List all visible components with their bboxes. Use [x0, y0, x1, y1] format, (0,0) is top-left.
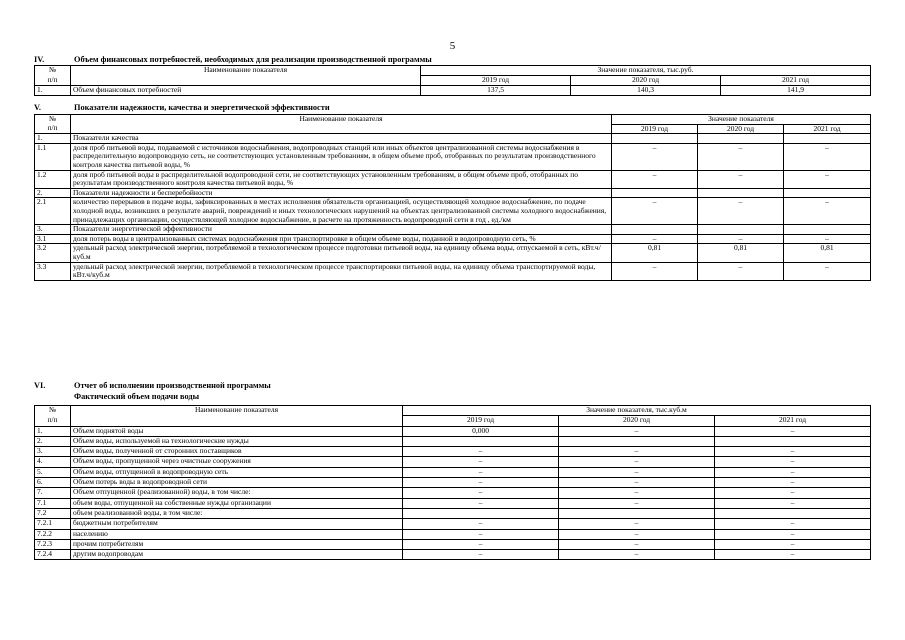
row-number: 7.2 [35, 508, 71, 518]
row-value [559, 436, 715, 446]
row-name: Показатели надежности и бесперебойности [71, 188, 612, 198]
row-value: – [559, 529, 715, 539]
row-value: – [612, 234, 698, 244]
row-number: 2. [35, 188, 71, 198]
row-value: – [403, 550, 559, 560]
row-value: – [715, 519, 871, 529]
row-value: – [612, 198, 698, 225]
row-value: – [403, 519, 559, 529]
header-name: Наименование показателя [71, 406, 403, 416]
table-row [35, 478, 871, 488]
table-row [35, 508, 871, 518]
row-value: 0,81 [698, 244, 784, 262]
table-row [35, 225, 871, 235]
row-number: 7.2.1 [35, 519, 71, 529]
row-value: – [403, 467, 559, 477]
header-no-1: № [35, 115, 71, 125]
section-6-subtitle: Фактический объем подачи воды [74, 392, 200, 401]
header-year: 2021 год [784, 124, 871, 134]
header-year: 2021 год [715, 416, 871, 426]
table-row [35, 498, 871, 508]
table-row [35, 539, 871, 549]
row-name: Объем воды, отпущенной в водопроводную сеть [71, 467, 403, 477]
header-value: Значение показателя, тыс.руб. [421, 66, 871, 76]
table-row [35, 143, 871, 170]
row-value: – [715, 498, 871, 508]
row-number: 2. [35, 436, 71, 446]
table-row [35, 86, 871, 96]
row-value: – [715, 457, 871, 467]
header-year: 2020 год [559, 416, 715, 426]
row-number: 1. [35, 134, 71, 144]
row-name: другим водопроводам [71, 550, 403, 560]
row-value: 0,81 [784, 244, 871, 262]
row-number: 1. [35, 86, 71, 96]
row-number: 7.2.3 [35, 539, 71, 549]
row-value: – [403, 539, 559, 549]
section-6-subheading [34, 392, 199, 402]
row-value: – [784, 198, 871, 225]
row-value [715, 508, 871, 518]
header-year: 2019 год [421, 76, 571, 86]
row-value: – [715, 539, 871, 549]
header-no-2: п/п [35, 416, 71, 426]
table-row [35, 447, 871, 457]
row-name: Объем отпущенной (реализованной) воды, в том числе: [71, 488, 403, 498]
section-4-heading [34, 55, 432, 65]
row-value: – [559, 478, 715, 488]
section-4-number: IV. [34, 55, 45, 64]
header-year: 2019 год [612, 124, 698, 134]
row-value [612, 225, 698, 235]
row-number: 3.2 [35, 244, 71, 262]
row-number: 1. [35, 426, 71, 436]
row-value [784, 188, 871, 198]
row-name: Объем воды, используемой на технологические нужды [71, 436, 403, 446]
row-value: 0,000 [403, 426, 559, 436]
table-row [35, 170, 871, 188]
financial-needs-table [34, 65, 871, 96]
row-value: – [559, 467, 715, 477]
table-row [35, 457, 871, 467]
row-value: – [698, 262, 784, 280]
row-value: – [715, 478, 871, 488]
row-value: 0,81 [612, 244, 698, 262]
header-year: 2021 год [721, 76, 871, 86]
table-row [35, 467, 871, 477]
section-6-number: VI. [34, 381, 46, 390]
row-name: объем воды, отпущенной на собственные нужды организации [71, 498, 403, 508]
row-number: 7.1 [35, 498, 71, 508]
row-number: 6. [35, 478, 71, 488]
row-name: Объем финансовых потребностей [71, 86, 421, 96]
header-year: 2020 год [571, 76, 721, 86]
header-name-cont [71, 124, 612, 134]
header-no-2: п/п [35, 76, 71, 86]
table-row [35, 198, 871, 225]
row-value [784, 134, 871, 144]
header-no-1: № [35, 66, 71, 76]
row-value: – [403, 447, 559, 457]
row-value: – [698, 198, 784, 225]
row-value: – [559, 457, 715, 467]
table-row [35, 550, 871, 560]
header-name: Наименование показателя [71, 66, 421, 76]
row-value: – [403, 488, 559, 498]
row-number: 2.1 [35, 198, 71, 225]
row-value: – [559, 426, 715, 436]
header-no-2: п/п [35, 124, 71, 134]
row-value: – [784, 143, 871, 170]
row-name: бюджетным потребителям [71, 519, 403, 529]
row-value: – [715, 488, 871, 498]
table-row [35, 426, 871, 436]
row-number: 7. [35, 488, 71, 498]
row-value [698, 225, 784, 235]
row-value: – [784, 170, 871, 188]
row-number: 7.2.2 [35, 529, 71, 539]
table-row [35, 488, 871, 498]
section-5-heading [34, 103, 330, 113]
table-row [35, 529, 871, 539]
section-4-title: Объем финансовых потребностей, необходимых для реализации производственной программы [74, 55, 432, 64]
row-value: 137,5 [421, 86, 571, 96]
row-number: 1.1 [35, 143, 71, 170]
row-value: – [559, 488, 715, 498]
header-value: Значение показателя [612, 115, 871, 125]
row-value [612, 134, 698, 144]
row-value: – [559, 498, 715, 508]
row-value: – [784, 234, 871, 244]
row-value [698, 134, 784, 144]
row-name: удельный расход электрической энергии, потребляемой в технологическом процессе подготовки питьевой воды, на единицу объема воды, отпускаемой в сеть, кВт.ч/куб.м [71, 244, 612, 262]
row-name: доля проб питьевой воды, подаваемой с источников водоснабжения, водопроводных станций или иных объектов централизованной системы водоснабжения в распределительную водопроводную сеть, не соответствующих установленным требованиям, в общем объеме проб, отобранных по результатам производственного контроля качества питьевой воды, % [71, 143, 612, 170]
row-value: – [559, 447, 715, 457]
row-value: – [784, 262, 871, 280]
header-no-1: № [35, 406, 71, 416]
table-row [35, 244, 871, 262]
row-name: Показатели качества [71, 134, 612, 144]
table-row [35, 234, 871, 244]
section-6-heading [34, 381, 271, 391]
section-5-number: V. [34, 103, 41, 112]
row-name: доля потерь воды в централизованных системах водоснабжения при транспортировке в общем объеме воды, поданной в водопроводную сеть, % [71, 234, 612, 244]
row-value: – [698, 143, 784, 170]
header-name: Наименование показателя [71, 115, 612, 125]
row-name: объем реализованной воды, в том числе: [71, 508, 403, 518]
row-value: – [612, 170, 698, 188]
row-name: Объем потерь воды в водопроводной сети [71, 478, 403, 488]
row-value [784, 225, 871, 235]
row-value: – [559, 519, 715, 529]
table-row [35, 436, 871, 446]
row-value: 141,9 [721, 86, 871, 96]
row-value: – [559, 539, 715, 549]
row-name: Объем воды, пропущенной через очистные сооружения [71, 457, 403, 467]
row-value [559, 508, 715, 518]
row-value: – [698, 234, 784, 244]
row-value: – [715, 467, 871, 477]
row-value: – [715, 550, 871, 560]
row-number: 1.2 [35, 170, 71, 188]
row-value: – [715, 426, 871, 436]
row-number: 4. [35, 457, 71, 467]
row-name: Объем воды, полученной от сторонних поставщиков [71, 447, 403, 457]
row-name: количество перерывов в подаче воды, зафиксированных в местах исполнения обязательств организацией, осуществляющей холодное водоснабжение, по подаче холодной воды, возникших в результате аварий, повреждений и иных технологических нарушений на объектах централизованной системы холодного водоснабжения, принадлежащих организации, осуществляющей холодное водоснабжение, в расчете на протяженность водопроводной сети в год , ед./км [71, 198, 612, 225]
row-value: – [698, 170, 784, 188]
page-number: 5 [449, 40, 456, 52]
row-number: 3. [35, 225, 71, 235]
row-value [698, 188, 784, 198]
water-supply-volume-table [34, 405, 871, 560]
reliability-indicators-table [34, 114, 871, 281]
row-number: 3. [35, 447, 71, 457]
row-name: прочим потребителям [71, 539, 403, 549]
row-value: – [403, 529, 559, 539]
header-value: Значение показателя, тыс.куб.м [403, 406, 871, 416]
row-number: 5. [35, 467, 71, 477]
row-number: 3.1 [35, 234, 71, 244]
row-name: доля проб питьевой воды в распределительной водопроводной сети, не соответствующих установленным требованиям, в общем объеме проб, отобранных по результатам производственного контроля качества питьевой воды, % [71, 170, 612, 188]
row-value: – [612, 143, 698, 170]
table-row [35, 188, 871, 198]
row-value: – [403, 457, 559, 467]
header-year: 2020 год [698, 124, 784, 134]
row-value: – [612, 262, 698, 280]
section-6-title: Отчет об исполнении производственной программы [74, 381, 271, 390]
table-row [35, 134, 871, 144]
row-value [403, 436, 559, 446]
row-number: 3.3 [35, 262, 71, 280]
table-row [35, 519, 871, 529]
row-value: 140,3 [571, 86, 721, 96]
row-value [403, 508, 559, 518]
row-number: 7.2.4 [35, 550, 71, 560]
table-row [35, 262, 871, 280]
row-name: населению [71, 529, 403, 539]
header-name-cont [71, 416, 403, 426]
row-value: – [559, 550, 715, 560]
row-value: – [403, 498, 559, 508]
row-value [715, 436, 871, 446]
row-value [612, 188, 698, 198]
row-value: – [403, 478, 559, 488]
row-value: – [715, 447, 871, 457]
header-year: 2019 год [403, 416, 559, 426]
row-name: Объем поднятой воды [71, 426, 403, 436]
row-name: удельный расход электрической энергии, потребляемой в технологическом процессе транспортировки питьевой воды, на единицу объема транспортируемой воды, кВт.ч/куб.м [71, 262, 612, 280]
row-value: – [715, 529, 871, 539]
row-name: Показатели энергетической эффективности [71, 225, 612, 235]
section-5-title: Показатели надежности, качества и энергетической эффективности [74, 103, 330, 112]
header-name-cont [71, 76, 421, 86]
